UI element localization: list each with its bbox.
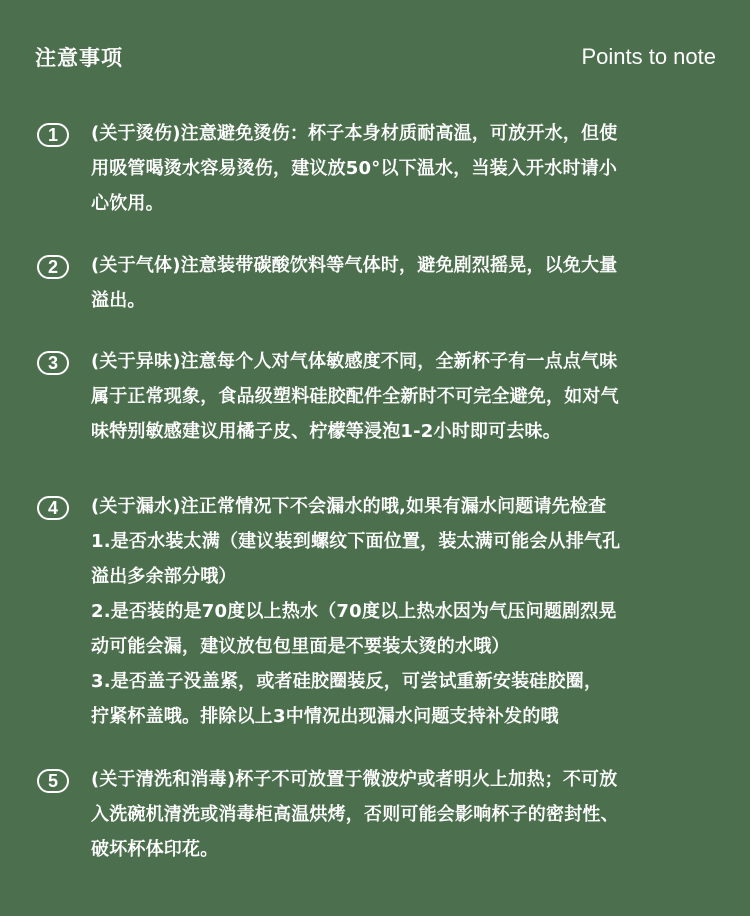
note-item-3: [37, 349, 720, 449]
note-line: 入洗碗机清洗或消毒柜高温烘烤，否则可能会影响杯子的密封性、: [91, 804, 619, 825]
note-item-5: [37, 767, 720, 867]
header: [35, 40, 716, 74]
note-line: 拧紧杯盖哦。排除以上3中情况出现漏水问题支持补发的哦: [91, 706, 559, 727]
note-line: (关于异味)注意每个人对气体敏感度不同，全新杯子有一点点气味: [91, 351, 618, 372]
note-item-4: [37, 494, 720, 734]
note-text: [91, 767, 720, 867]
note-line: 溢出。: [91, 290, 146, 311]
note-line: 1.是否水装太满（建议装到螺纹下面位置，装太满可能会从排气孔: [91, 531, 621, 552]
note-line: 溢出多余部分哦）: [91, 566, 237, 587]
note-line: 心饮用。: [91, 193, 164, 214]
note-line: 动可能会漏，建议放包包里面是不要装太烫的水哦）: [91, 636, 510, 657]
note-text: [91, 494, 720, 734]
number-badge: 4: [37, 496, 69, 520]
note-line: (关于气体)注意装带碳酸饮料等气体时，避免剧烈摇晃，以免大量: [91, 255, 618, 276]
note-line: 3.是否盖子没盖紧，或者硅胶圈装反，可尝试重新安装硅胶圈，: [91, 671, 603, 692]
number-badge: 1: [37, 123, 69, 147]
note-line: 属于正常现象，食品级塑料硅胶配件全新时不可完全避免，如对气: [91, 386, 619, 407]
note-line: 用吸管喝烫水容易烫伤，建议放50°以下温水，当装入开水时请小: [91, 158, 618, 179]
note-text: [91, 349, 720, 449]
number-badge: 3: [37, 351, 69, 375]
note-line: 味特别敏感建议用橘子皮、柠檬等浸泡1-2小时即可去味。: [91, 421, 561, 442]
page-title: 注意事项: [35, 46, 123, 70]
note-line: 2.是否装的是70度以上热水（70度以上热水因为气压问题剧烈晃: [91, 601, 617, 622]
note-line: (关于烫伤)注意避免烫伤：杯子本身材质耐高温，可放开水，但使: [91, 123, 618, 144]
note-line: 破坏杯体印花。: [91, 839, 219, 860]
note-text: [91, 121, 720, 221]
note-line: (关于清洗和消毒)杯子不可放置于微波炉或者明火上加热；不可放: [91, 769, 618, 790]
number-badge: 2: [37, 255, 69, 279]
note-text: [91, 253, 720, 318]
note-item-1: [37, 121, 720, 221]
note-item-2: [37, 253, 720, 318]
number-badge: 5: [37, 769, 69, 793]
page-title-english: Points to note: [581, 44, 716, 69]
note-line: (关于漏水)注正常情况下不会漏水的哦,如果有漏水问题请先检查: [91, 496, 607, 517]
